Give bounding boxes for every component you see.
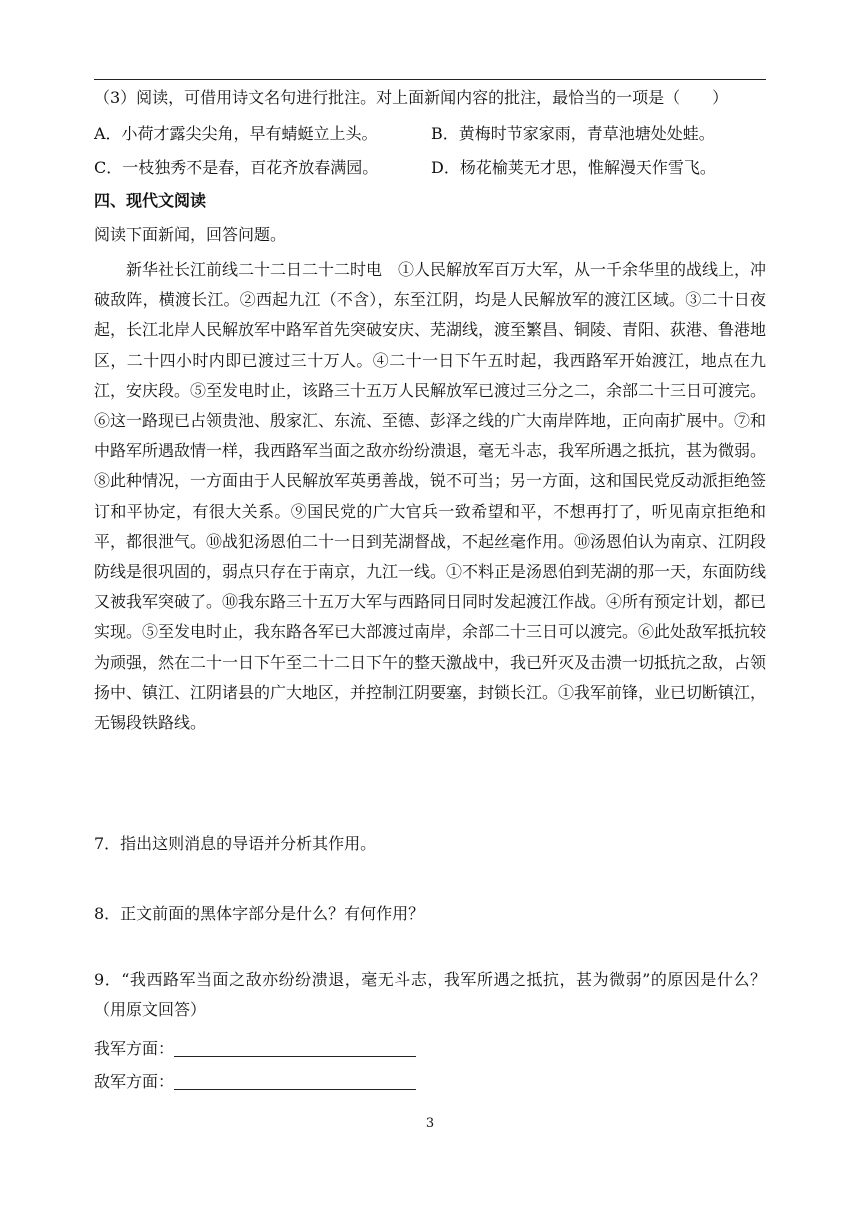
- header-rule: [94, 79, 766, 80]
- news-article: [94, 255, 766, 738]
- option-b: B．黄梅时节家家雨，青草池塘处处蛙。: [431, 124, 715, 143]
- option-c: C．一枝独秀不是春，百花齐放春满园。: [94, 158, 379, 177]
- news-body: 新华社长江前线二十二日二十二时电 ①人民解放军百万大军，从一千余华里的战线上，冲破敌阵，横渡长江。②西起九江（不含），东至江阴，均是人民解放军的渡江区域。③二十日夜起，长江北岸人民解放军中路军首先突破安庆、芜湖线，渡至繁昌、铜陵、青阳、荻港、鲁港地区，二十四小时内即已渡过三十万人。④二十一日下午五时起，我西路军开始渡江，地点在九江，安庆段。⑤至发电时止，该路三十五万人民解放军已渡过三分之二，余部二十三日可渡完。⑥这一路现已占领贵池、殷家汇、东流、至德、彭泽之线的广大南岸阵地，正向南扩展中。⑦和中路军所遇敌情一样，我西路军当面之敌亦纷纷溃退，毫无斗志，我军所遇之抵抗，甚为微弱。⑧此种情况，一方面由于人民解放军英勇善战，锐不可当；另一方面，这和国民党反动派拒绝签订和平协定，有很大关系。⑨国民党的广大官兵一致希望和平，不想再打了，听见南京拒绝和平，都很泄气。⑩战犯汤恩伯二十一日到芜湖督战，不起丝毫作用。⑩汤恩伯认为南京、江阴段防线是很巩固的，弱点只存在于南京，九江一线。①不料正是汤恩伯到芜湖的那一天，东面防线又被我军突破了。⑩我东路三十五万大军与西路同日同时发起渡江作战。④所有预定计划，都已实现。⑤至发电时止，我东路各军已大部渡过南岸，余部二十三日可以渡完。⑥此处敌军抵抗较为顽强，然在二十一日下午至二十二日下午的整天激战中，我已歼灭及击溃一切抵抗之敌，占领扬中、镇江、江阴诸县的广大地区，并控制江阴要塞，封锁长江。①我军前锋，业已切断镇江，无锡段铁路线。: [94, 260, 767, 733]
- enemy-side-label: 敌军方面：: [94, 1072, 175, 1091]
- page-number: 3: [425, 1116, 435, 1131]
- enemy-side-answer: [94, 1071, 416, 1093]
- q3-stem: （3）阅读，可借用诗文名句进行批注。对上面新闻内容的批注，最恰当的一项是（ ）: [94, 88, 729, 107]
- option-d: D．杨花榆荚无才思，惟解漫天作雪飞。: [431, 158, 716, 177]
- our-side-label: 我军方面：: [94, 1039, 175, 1058]
- section-instruction: 阅读下面新闻，回答问题。: [94, 225, 287, 244]
- question-9: 9．“我西路军当面之敌亦纷纷溃退，毫无斗志，我军所遇之抵抗，甚为微弱”的原因是什么？（用原文回答）: [94, 970, 766, 1020]
- question-7: 7．指出这则消息的导语并分析其作用。: [94, 834, 377, 853]
- section-heading: 四、现代文阅读: [94, 191, 207, 210]
- our-side-answer: [94, 1038, 416, 1060]
- enemy-side-blank[interactable]: [174, 1073, 416, 1090]
- our-side-blank[interactable]: [174, 1040, 416, 1057]
- question-8: 8．正文前面的黑体字部分是什么？有何作用？: [94, 904, 425, 923]
- option-a: A．小荷才露尖尖角，早有蜻蜓立上头。: [94, 124, 378, 143]
